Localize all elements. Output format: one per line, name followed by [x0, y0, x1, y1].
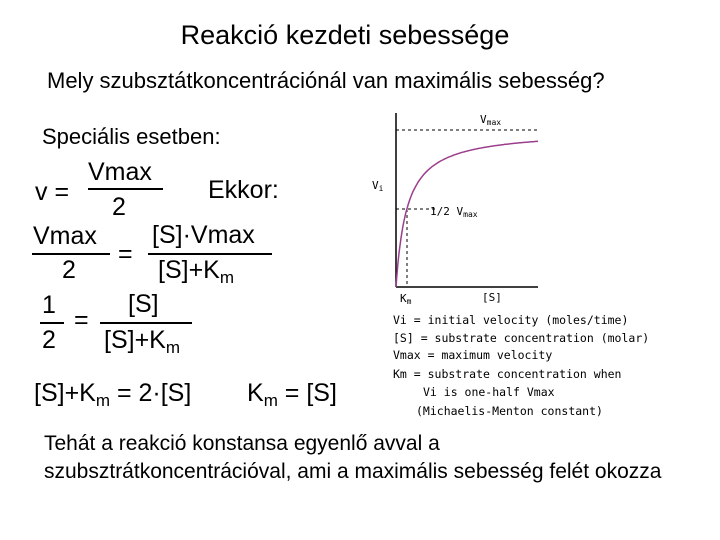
legend-line-1: Vi = initial velocity (moles/time): [393, 313, 629, 327]
eq1-ekkor-label: Ekkor:: [208, 176, 279, 204]
s-axis-label: [S]: [482, 291, 502, 304]
eq1-fraction-bar: [88, 188, 163, 190]
eq2-rhs-denominator: $[S]+K_m$: [158, 256, 235, 287]
eq1-lhs: v =: [35, 178, 70, 206]
eq1-numerator: Vmax: [88, 158, 152, 186]
eq2-lhs-numerator: Vmax: [33, 222, 97, 250]
eq3-rhs-numerator: [S]: [128, 290, 159, 318]
legend-line-2: [S] = substrate concentration (molar): [393, 331, 650, 345]
eq3-rhs-denominator: $[S]+K_m$: [104, 326, 181, 357]
eq2-lhs-denominator: 2: [62, 256, 76, 284]
vi-label: Vi: [372, 179, 384, 193]
legend-line-4: Km = substrate concentration when: [393, 367, 622, 381]
special-case-label: Speciális esetben:: [42, 124, 221, 149]
equation-5: $K_m = [S]$: [247, 379, 337, 410]
equation-4: $[S]+K_m = 2\cdot[S]$: [34, 379, 192, 410]
explanation-text: Tehát a reakció konstansa egyenlő avval a szubsztrátkoncentrációval, ami a maximális sebesség felét okozza: [44, 432, 662, 483]
eq2-rhs-numerator: [S]·Vmax: [152, 221, 255, 249]
vmax-label: Vmax: [480, 113, 502, 127]
legend-line-5: Vi is one-half Vmax: [423, 385, 555, 399]
question-text: Mely szubsztátkoncentrációnál van maximális sebesség?: [47, 68, 605, 93]
michaelis-menten-graph: [360, 105, 540, 310]
eq3-equals: =: [74, 306, 89, 334]
page-title: Reakció kezdeti sebessége: [180, 20, 510, 50]
eq2-equals: =: [118, 240, 133, 268]
eq3-lhs-denominator: 2: [42, 326, 56, 354]
km-label: Km: [400, 292, 412, 306]
half-vmax-label: 1/2 Vmax: [430, 205, 478, 219]
legend-line-3: Vmax = maximum velocity: [393, 348, 553, 362]
legend-line-6: (Michaelis-Menton constant): [416, 404, 603, 418]
eq2-lhs-fraction-bar: [32, 253, 110, 255]
eq3-lhs-fraction-bar: [40, 322, 64, 324]
eq2-rhs-fraction-bar: [148, 253, 272, 255]
eq3-rhs-fraction-bar: [100, 322, 192, 324]
eq3-lhs-numerator: 1: [42, 291, 56, 319]
eq1-denominator: 2: [112, 193, 126, 221]
